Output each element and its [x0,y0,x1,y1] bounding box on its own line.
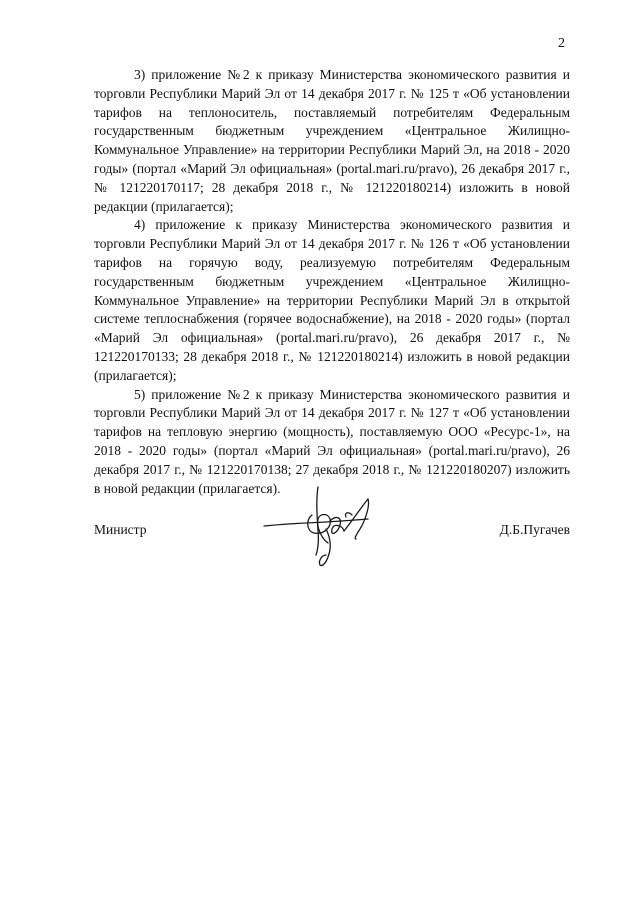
paragraph-item-5: 5) приложение №2 к приказу Министерства экономического развития и торговли Республики Марий Эл от 14 декабря 2017 г. № 127 т «Об установлении тарифов на тепловую энергию (мощность), поставляемую ООО «Ресурс-1», на 2018 - 2020 годы» (портал «Марий Эл официальная» (portal.mari.ru/pravo), 26 декабря 2017 г., № 121220170138; 27 декабря 2018 г., № 121220180207) изложить в новой редакции (прилагается). [94,386,570,496]
document-body [94,66,570,498]
paragraph-item-3: 3) приложение №2 к приказу Министерства экономического развития и торговли Республики Марий Эл от 14 декабря 2017 г. № 125 т «Об установлении тарифов на теплоноситель, поставляемый потребителям Федеральным государственным бюджетным учреждением «Центральное Жилищно-Коммунальное Управление» на территории Республики Марий Эл, на 2018 - 2020 годы» (портал «Марий Эл официальная» (portal.mari.ru/pravo), 26 декабря 2017 г., № 121220170117; 28 декабря 2018 г., № 121220180214) изложить в новой редакции (прилагается); [94,67,570,214]
minister-title: Министр [94,522,147,537]
signature-block [94,485,570,575]
handwritten-signature-icon [256,485,396,573]
page-number: 2 [558,36,565,51]
minister-name: Д.Б.Пугачев [499,522,570,537]
paragraph-item-4: 4) приложение к приказу Министерства экономического развития и торговли Республики Марий Эл от 14 декабря 2017 г. № 126 т «Об установлении тарифов на горячую воду, реализуемую потребителям Федеральным государственным бюджетным учреждением «Центральное Жилищно-Коммунальное Управление» на территории Республики Марий Эл в открытой системе теплоснабжения (горячее водоснабжение), на 2018 - 2020 годы» (портал «Марий Эл официальная» (portal.mari.ru/pravo), 26 декабря 2017 г., № 121220170133; 28 декабря 2018 г., № 121220180214) изложить в новой редакции (прилагается); [94,217,570,383]
